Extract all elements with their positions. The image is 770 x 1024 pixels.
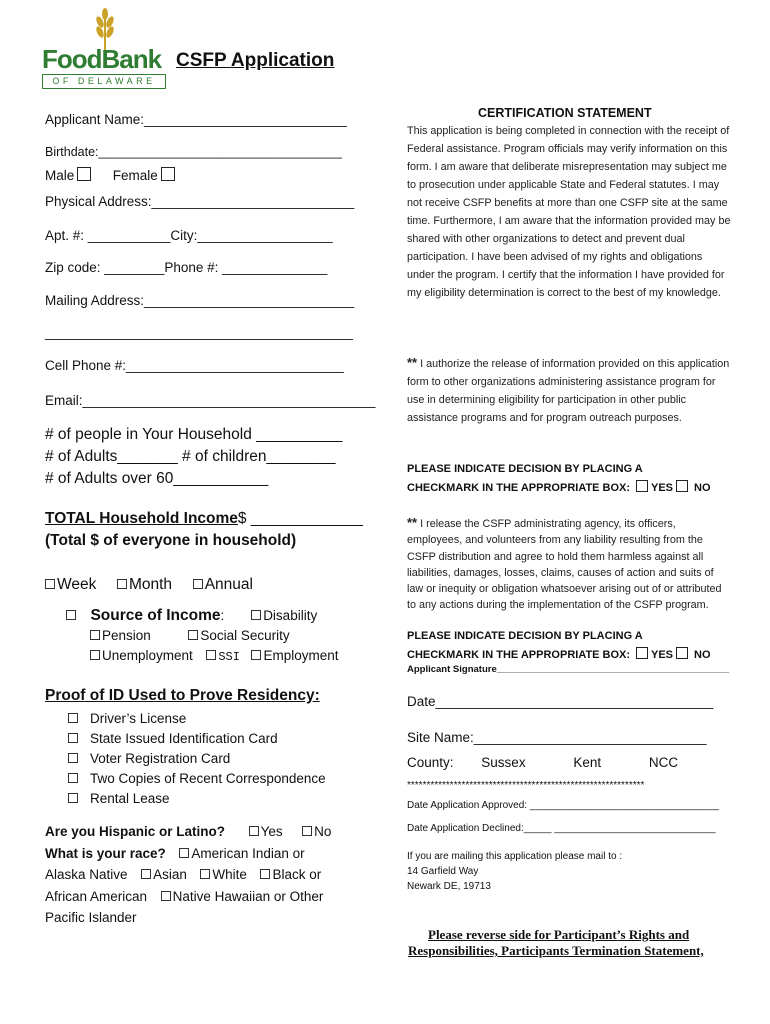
- week-label: Week: [57, 576, 97, 593]
- source-income-row: [66, 607, 317, 625]
- reverse-note-line2: Responsibilities, Participants Termination Statement,: [408, 943, 704, 958]
- applicant-name-field[interactable]: Applicant Name:___________________________: [45, 112, 347, 127]
- hispanic-no-label: No: [314, 824, 332, 839]
- hispanic-row: [45, 824, 331, 839]
- decision2-yes-label: YES: [650, 649, 673, 661]
- date-approved-field[interactable]: Date Application Approved: __________________________________: [407, 800, 719, 811]
- source-income-label: Source of Income: [90, 607, 221, 624]
- logo-main-text: FoodBank: [42, 44, 162, 74]
- food-bank-logo: [42, 8, 167, 88]
- native-hawaiian-checkbox[interactable]: [161, 891, 171, 901]
- date-field[interactable]: Date_____________________________________: [407, 694, 714, 709]
- total-income-note: (Total $ of everyone in household): [45, 532, 297, 549]
- hispanic-no-checkbox[interactable]: [302, 826, 312, 836]
- race-question: What is your race?: [45, 846, 166, 861]
- race-row2: [45, 867, 321, 882]
- stars-divider: *************************************************************: [407, 780, 645, 791]
- release-text: I release the CSFP administrating agency, its officers, employees, and volunteers from any liability resulting from the CSFP distribution and agree to hold them harmless against all liabilities, damages, losses, claims, causes of action and suits of law or inequity or obligation whatsoever arising out of or attributed to any actions during the implementation of the CSFP program.: [407, 518, 722, 612]
- gender-row: [45, 167, 175, 183]
- pacific-islander-label: Pacific Islander: [45, 910, 137, 925]
- reverse-note-line1: Please reverse side for Participant’s Rights and: [428, 927, 690, 942]
- hispanic-yes-label: Yes: [260, 824, 283, 839]
- authorize-stars: **: [407, 355, 418, 370]
- native-hawaiian-label: Native Hawaiian or Other: [172, 889, 324, 904]
- proof-item[interactable]: Two Copies of Recent Correspondence: [68, 769, 326, 789]
- certification-title: CERTIFICATION STATEMENT: [478, 106, 652, 120]
- mailing-address-line2[interactable]: _________________________________________: [45, 325, 353, 340]
- female-label: Female: [112, 168, 158, 183]
- income-frequency-row: [45, 576, 253, 594]
- decision2-line1: PLEASE INDICATE DECISION BY PLACING A: [407, 630, 643, 642]
- household-people-field[interactable]: # of people in Your Household __________: [45, 426, 343, 443]
- proof-item[interactable]: Driver’s License: [68, 709, 326, 729]
- employment-label: Employment: [263, 648, 339, 663]
- pension-label: Pension: [102, 628, 151, 643]
- page-title: CSFP Application: [176, 50, 335, 71]
- release-stars: **: [407, 515, 418, 530]
- ssi-label: SSI: [218, 650, 240, 664]
- male-label: Male: [45, 168, 75, 183]
- certification-text: This application is being completed in connection with the receipt of Federal assistance. Program officials may verify information on this form. I am aware that deliberate misrepresentation may subject me to prosecution under applicable State and Federal statutes. I may not receive CSFP benefits at more than one CSFP site at the same time. Furthermore, I am aware that the information provided may be shared with other organizations to detect and prevent dual participation. I have been advised of my rights and obligations under the program. I certify that the information I have provided for my eligibility determination is correct to the best of my knowledge.: [407, 125, 731, 299]
- household-adults-field[interactable]: # of Adults_______ # of children________: [45, 448, 336, 465]
- asian-label: Asian: [153, 867, 187, 882]
- zip-phone-field[interactable]: Zip code: ________Phone #: ______________: [45, 260, 328, 275]
- social-security-label: Social Security: [200, 628, 290, 643]
- month-checkbox[interactable]: [117, 579, 127, 589]
- authorize-text: I authorize the release of information provided on this application form to other organizations administering assistance program for use in determining eligibility for participation in other public assistance programs and for program outreach purposes.: [407, 358, 730, 424]
- month-label: Month: [128, 576, 173, 593]
- african-american-label: African American: [45, 889, 148, 904]
- black-label: Black or: [272, 867, 322, 882]
- unemployment-checkbox[interactable]: [90, 650, 100, 660]
- decision1-no-label: NO: [694, 482, 711, 494]
- decision1-row: [407, 480, 711, 494]
- physical-address-field[interactable]: Physical Address:___________________________: [45, 194, 355, 209]
- authorize-paragraph: [407, 354, 732, 427]
- american-indian-checkbox[interactable]: [179, 848, 189, 858]
- mailing-address-field[interactable]: Mailing Address:____________________________: [45, 293, 355, 308]
- race-row3: [45, 889, 323, 904]
- decision2-line2: CHECKMARK IN THE APPROPRIATE BOX:: [407, 649, 631, 661]
- apt-city-field[interactable]: Apt. #: ___________City:__________________: [45, 228, 333, 243]
- unemployment-label: Unemployment: [102, 648, 193, 663]
- county-kent[interactable]: Kent: [573, 755, 602, 770]
- decision2-no-checkbox[interactable]: [676, 647, 688, 659]
- white-label: White: [212, 867, 247, 882]
- decision1-yes-label: YES: [650, 482, 673, 494]
- household-adults60-field[interactable]: # of Adults over 60___________: [45, 470, 269, 487]
- white-checkbox[interactable]: [200, 869, 210, 879]
- decision1-no-checkbox[interactable]: [676, 480, 688, 492]
- source-income-checkbox[interactable]: [66, 610, 76, 620]
- proof-item[interactable]: Rental Lease: [68, 789, 326, 809]
- source-income-colon: :: [220, 608, 225, 623]
- annual-checkbox[interactable]: [193, 579, 203, 589]
- proof-item[interactable]: Voter Registration Card: [68, 749, 326, 769]
- pension-checkbox[interactable]: [90, 630, 100, 640]
- applicant-signature-field[interactable]: Applicant Signature____________________________________________: [407, 664, 730, 675]
- proof-id-list: [68, 709, 326, 809]
- source-row2: [90, 628, 290, 643]
- disability-label: Disability: [263, 608, 318, 623]
- date-declined-field[interactable]: Date Application Declined:_____ _____________________________: [407, 823, 716, 834]
- asian-checkbox[interactable]: [141, 869, 151, 879]
- employment-checkbox[interactable]: [251, 650, 261, 660]
- county-row: [407, 755, 678, 770]
- county-label: County:: [407, 755, 454, 770]
- county-sussex[interactable]: Sussex: [481, 755, 526, 770]
- proof-id-title: Proof of ID Used to Prove Residency:: [45, 687, 320, 704]
- county-ncc[interactable]: NCC: [648, 755, 679, 770]
- decision2-yes-checkbox[interactable]: [636, 647, 648, 659]
- hispanic-question: Are you Hispanic or Latino?: [45, 824, 226, 839]
- total-income-blank[interactable]: $ _____________: [237, 510, 363, 527]
- proof-item[interactable]: State Issued Identification Card: [68, 729, 326, 749]
- annual-label: Annual: [204, 576, 253, 593]
- cell-phone-field[interactable]: Cell Phone #:_____________________________: [45, 358, 344, 373]
- total-income-row[interactable]: [45, 510, 363, 528]
- week-checkbox[interactable]: [45, 579, 55, 589]
- decision1-line1: PLEASE INDICATE DECISION BY PLACING A: [407, 463, 643, 475]
- mail-line2: 14 Garfield Way: [407, 866, 479, 877]
- mail-line3: Newark DE, 19713: [407, 881, 491, 892]
- female-checkbox[interactable]: [161, 167, 175, 181]
- logo-sub-text: OF DELAWARE: [42, 74, 166, 89]
- site-name-field[interactable]: Site Name:_______________________________: [407, 730, 707, 745]
- decision2-row: [407, 647, 711, 661]
- email-field[interactable]: Email:_______________________________________: [45, 393, 376, 408]
- release-paragraph: [407, 515, 732, 614]
- ssi-checkbox[interactable]: [206, 650, 216, 660]
- disability-checkbox[interactable]: [251, 610, 261, 620]
- alaska-native-label: Alaska Native: [45, 867, 128, 882]
- decision1-yes-checkbox[interactable]: [636, 480, 648, 492]
- black-checkbox[interactable]: [260, 869, 270, 879]
- source-row3: [90, 648, 339, 664]
- social-security-checkbox[interactable]: [188, 630, 198, 640]
- race-row1: [45, 846, 305, 861]
- mail-line1: If you are mailing this application please mail to :: [407, 851, 623, 862]
- decision2-no-label: NO: [694, 649, 711, 661]
- hispanic-yes-checkbox[interactable]: [249, 826, 259, 836]
- birthdate-field[interactable]: Birthdate:___________________________________: [45, 145, 342, 159]
- male-checkbox[interactable]: [77, 167, 91, 181]
- american-indian-label: American Indian or: [191, 846, 305, 861]
- total-income-label: TOTAL Household Income: [45, 510, 238, 527]
- decision1-line2: CHECKMARK IN THE APPROPRIATE BOX:: [407, 482, 631, 494]
